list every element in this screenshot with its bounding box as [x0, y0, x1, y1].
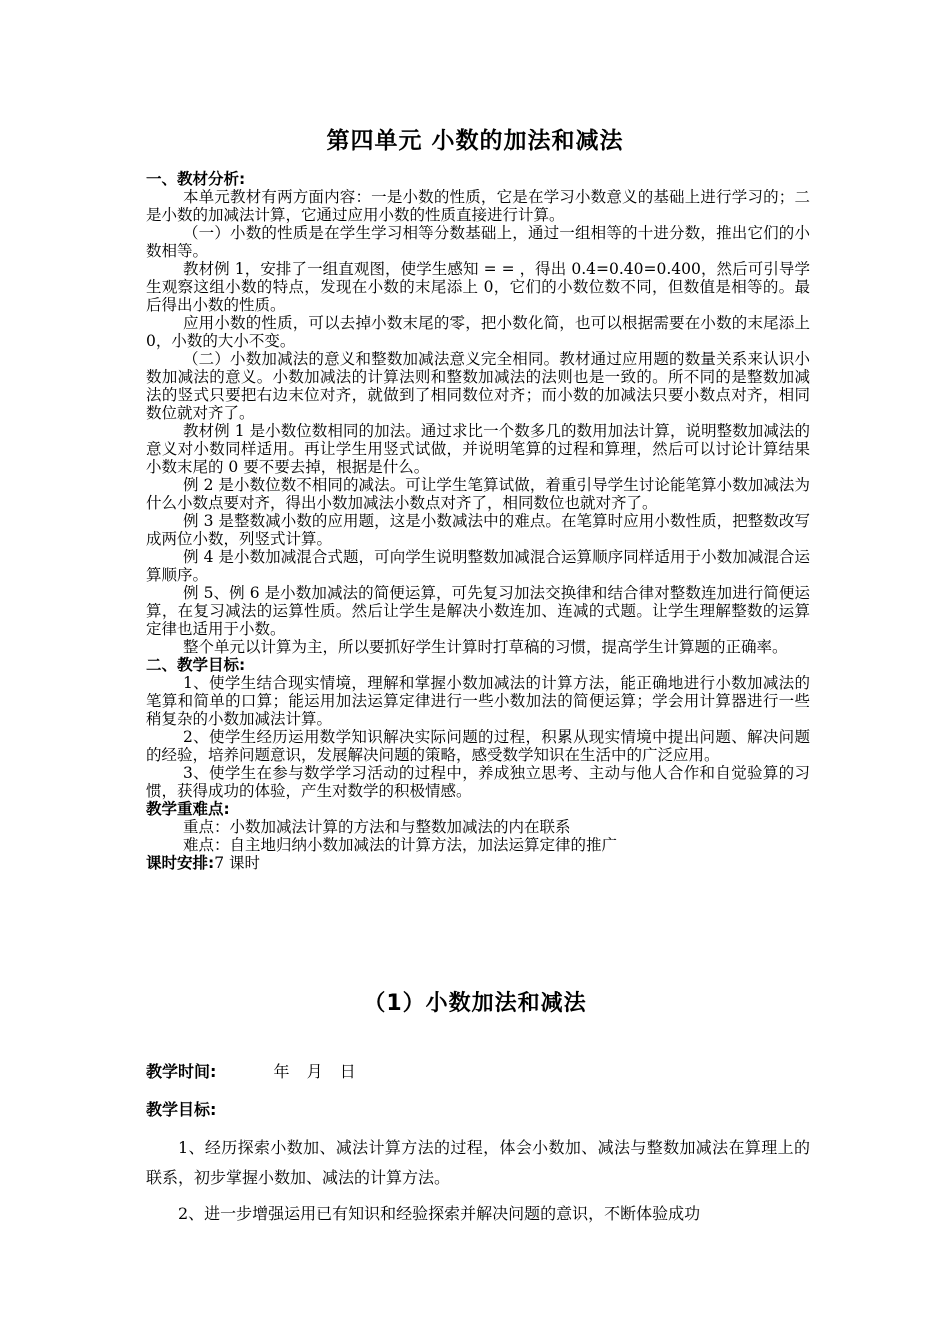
analysis-paragraph: 例 4 是小数加减混合式题，可向学生说明整数加减混合运算顺序同样适用于小数加减混合运算顺序。 — [146, 548, 810, 584]
schedule-label: 课时安排: — [146, 854, 215, 872]
schedule-line — [146, 854, 810, 872]
key-points-heading: 教学重难点: — [146, 800, 230, 818]
analysis-paragraph: 教材例 1 是小数位数相同的加法。通过求比一个数多几的数用加法计算，说明整数加减法的意义对小数同样适用。再让学生用竖式试做，并说明笔算的过程和算理，然后可以讨论计算结果小数末尾的 0 要不要去掉，根据是什么。 — [146, 422, 810, 476]
analysis-paragraph: 例 3 是整数减小数的应用题，这是小数减法中的难点。在笔算时应用小数性质，把整数改写成两位小数，列竖式计算。 — [146, 512, 810, 548]
date-day: 日 — [339, 1062, 356, 1081]
goal-paragraph: 3、使学生在参与数学学习活动的过程中，养成独立思考、主动与他人合作和自觉验算的习惯，获得成功的体验，产生对数学的积极情感。 — [146, 764, 810, 800]
key-point-difficulty: 难点：自主地归纳小数加减法的计算方法，加法运算定律的推广 — [183, 836, 618, 854]
lesson-goal-paragraph: 2、进一步增强运用已有知识和经验探索并解决问题的意识，不断体验成功 — [178, 1204, 701, 1223]
lesson-time-row — [146, 1057, 810, 1087]
analysis-paragraph: （二）小数加减法的意义和整数加减法意义完全相同。教材通过应用题的数量关系来认识小数加减法的意义。小数加减法的计算法则和整数加减法的法则也是一致的。所不同的是整数加减法的竖式只要把右边末位对齐，就做到了相同数位对齐；而小数的加减法只要小数点对齐，相同数位就对齐了。 — [146, 350, 810, 422]
lesson-body — [146, 1057, 810, 1235]
lesson-title: （1）小数加法和减法 — [363, 991, 587, 1016]
analysis-paragraph: 应用小数的性质，可以去掉小数末尾的零，把小数化简，也可以根据需要在小数的末尾添上 0，小数的大小不变。 — [146, 314, 810, 350]
analysis-paragraph: 例 2 是小数位数不相同的减法。可让学生笔算试做，着重引导学生讨论能笔算小数加减法为什么小数点要对齐，得出小数加减法小数点对齐了，相同数位也就对齐了。 — [146, 476, 810, 512]
analysis-paragraph: （一）小数的性质是在学生学习相等分数基础上，通过一组相等的十进分数，推出它们的小数相等。 — [146, 224, 810, 260]
schedule-value: 7 课时 — [214, 854, 260, 872]
lesson-goal-paragraph: 1、经历探索小数加、减法计算方法的过程，体会小数加、减法与整数加减法在算理上的联系，初步掌握小数加、减法的计算方法。 — [146, 1138, 810, 1187]
date-month: 月 — [306, 1062, 323, 1081]
analysis-paragraph: 本单元教材有两方面内容：一是小数的性质，它是在学习小数意义的基础上进行学习的；二是小数的加减法计算，它通过应用小数的性质直接进行计算。 — [146, 188, 810, 224]
analysis-heading: 一、教材分析: — [146, 170, 246, 188]
goal-paragraph: 2、使学生经历运用数学知识解决实际问题的过程，积累从现实情境中提出问题、解决问题的经验，培养问题意识，发展解决问题的策略，感受数学知识在生活中的广泛应用。 — [146, 728, 810, 764]
unit-body — [146, 170, 810, 872]
unit-title: 第四单元 小数的加法和减法 — [326, 128, 624, 154]
lesson-time-label: 教学时间: — [146, 1062, 217, 1081]
analysis-paragraph: 整个单元以计算为主，所以要抓好学生计算时打草稿的习惯，提高学生计算题的正确率。 — [183, 638, 788, 656]
date-year: 年 — [273, 1062, 290, 1081]
analysis-paragraph: 教材例 1，安排了一组直观图，使学生感知 = = ，得出 0.4=0.40=0.400，然后可引导学生观察这组小数的特点，发现在小数的末尾添上 0，它们的小数位数不同，但数值是相等的。最后得出小数的性质。 — [146, 260, 810, 314]
analysis-paragraph: 例 5、例 6 是小数加减法的简便运算，可先复习加法交换律和结合律对整数连加进行简便运算，在复习减法的运算性质。然后让学生是解决小数连加、连减的式题。让学生理解整数的运算定律也适用于小数。 — [146, 584, 810, 638]
goal-paragraph: 1、使学生结合现实情境，理解和掌握小数加减法的计算方法，能正确地进行小数加减法的笔算和简单的口算；能运用加法运算定律进行一些小数加法的简便运算；学会用计算器进行一些稍复杂的小数加减法计算。 — [146, 674, 810, 728]
lesson-goal-label: 教学目标: — [146, 1100, 217, 1119]
key-point-focus: 重点：小数加减法计算的方法和与整数加减法的内在联系 — [183, 818, 571, 836]
lesson-date — [274, 1062, 356, 1081]
goals-heading: 二、教学目标: — [146, 656, 246, 674]
